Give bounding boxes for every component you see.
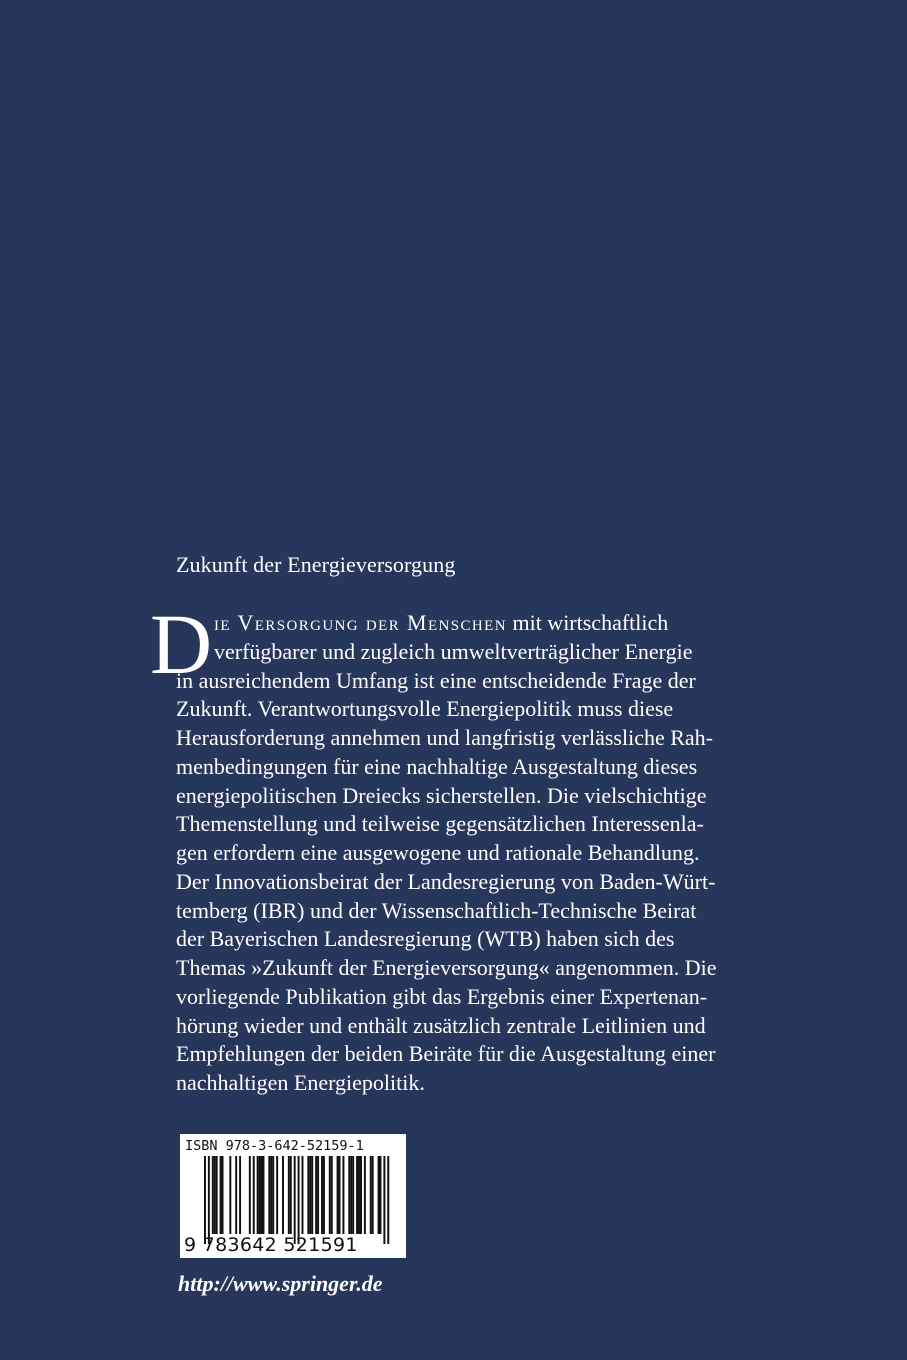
barcode-bar [290,1156,292,1234]
barcode-bar [263,1156,265,1234]
barcode-bar [352,1156,354,1234]
barcode-bar [288,1156,290,1234]
blurb-line: temberg (IBR) und der Wissenschaftlich-Technische Beirat [176,898,697,923]
barcode-guard-bar [294,1156,296,1244]
book-title: Zukunft der Energieversorgung [176,552,456,577]
blurb-line: verfügbarer und zugleich umweltverträglicher Energie [214,639,693,664]
barcode-bar [358,1156,360,1234]
isbn-label: ISBN 978-3-642-52159-1 [185,1138,364,1154]
barcode-bar [282,1156,284,1234]
barcode-bar [261,1156,263,1234]
barcode-guard-bar [387,1156,389,1244]
barcode-bar [249,1156,251,1234]
barcode-bar [302,1156,304,1234]
barcode-bar [307,1156,309,1234]
publisher-url: http://www.springer.de [178,1271,383,1296]
barcode-bar [239,1156,241,1234]
blurb-line: Herausforderung annehmen und langfristig verlässliche Rah- [176,725,713,750]
barcode-bar [216,1156,218,1234]
blurb-line: vorliegende Publikation gibt das Ergebnis einer Expertenan- [176,984,708,1009]
blurb-small-caps: ie Versorgung der Menschen [214,610,507,635]
barcode-bar [370,1156,372,1234]
barcode-bar [212,1156,214,1234]
blurb-line: Zukunft. Verantwortungsvolle Energiepolitik muss diese [176,696,674,721]
barcode-guard-bar [298,1156,300,1244]
barcode-bar [270,1156,272,1234]
barcode-bar [339,1156,341,1234]
barcode-bar [342,1156,344,1234]
blurb-line: Themenstellung und teilweise gegensätzlichen Interessenla- [176,811,704,836]
barcode-bar [323,1156,325,1234]
barcode-bar [317,1156,319,1234]
blurb-first-line [214,609,668,637]
barcode-bar [309,1156,311,1234]
blurb-line: Empfehlungen der beiden Beiräte für die Ausgestaltung einer [176,1041,716,1066]
barcode-bar [272,1156,274,1234]
barcode-bar [378,1156,380,1234]
blurb-line: energiepolitischen Dreiecks sicherstellen. Die vielschichtige [176,783,707,808]
barcode-guard-bar [383,1156,385,1244]
blurb-line: hörung wieder und enthält zusätzlich zentrale Leitlinien und [176,1013,706,1038]
barcode-bar [350,1156,352,1234]
ean-digits: 9 783642 521591 [184,1234,358,1256]
barcode-bar [331,1156,333,1234]
barcode-bar [321,1156,323,1234]
blurb-first-line-rest: mit wirtschaftlich [506,610,669,635]
barcode-bar [311,1156,313,1234]
blurb-line: Themas »Zukunft der Energieversorgung« angenommen. Die [176,955,717,980]
barcode-bar [235,1156,237,1234]
barcode-guard-bar [204,1156,206,1244]
blurb-line: menbedingungen für eine nachhaltige Ausgestaltung dieses [176,754,698,779]
drop-cap: D [150,596,213,692]
barcode-bar [259,1156,261,1234]
barcode-bar [220,1156,222,1234]
barcode-bar [372,1156,374,1234]
barcode-bar [356,1156,358,1234]
barcode-bar [364,1156,366,1234]
isbn-barcode [180,1134,406,1258]
blurb-line: in ausreichendem Umfang ist eine entscheidende Frage der [176,668,696,693]
blurb-line: der Bayerischen Landesregierung (WTB) haben sich des [176,926,675,951]
barcode-bar [253,1156,255,1234]
barcode-bar [337,1156,339,1234]
barcode-bar [360,1156,362,1234]
barcode-bar [257,1156,259,1234]
barcode-guard-bar [208,1156,210,1244]
barcode-bar [214,1156,216,1234]
barcode-bar [380,1156,382,1234]
barcode-bar [348,1156,350,1234]
barcode-bar [329,1156,331,1234]
barcode-bar [268,1156,270,1234]
barcode-bar [315,1156,317,1234]
barcode-bar [222,1156,224,1234]
blurb-line: gen erfordern eine ausgewogene und rationale Behandlung. [176,840,700,865]
barcode-bar [276,1156,278,1234]
blurb-line: Der Innovationsbeirat der Landesregierung von Baden-Würt- [176,869,716,894]
barcode-bar [229,1156,231,1234]
blurb-line: nachhaltigen Energiepolitik. [176,1070,425,1095]
